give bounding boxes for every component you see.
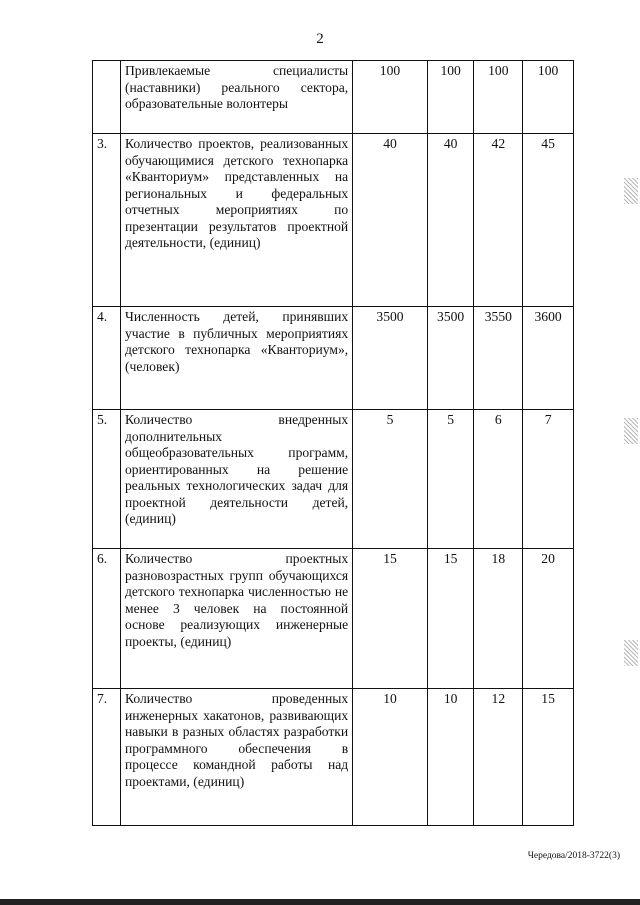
table-row (93, 689, 574, 826)
value-cell: 3500 (353, 307, 428, 410)
table-row (93, 549, 574, 689)
row-description: Привлекаемые специалисты (наставники) реального сектора, образовательные волонтеры (120, 61, 352, 134)
value-cell: 5 (427, 410, 474, 549)
value-cell: 3600 (523, 307, 574, 410)
value-cell: 100 (427, 61, 474, 134)
page-number: 2 (316, 31, 324, 47)
value-cell: 42 (474, 134, 523, 307)
row-number: 5. (93, 410, 121, 549)
row-number: 7. (93, 689, 121, 826)
row-description: Численность детей, принявших участие в публичных мероприятиях детского технопарка «Кванториум», (человек) (120, 307, 352, 410)
row-description: Количество внедренных дополнительных общеобразовательных программ, ориентированных на решение реальных технологических задач для проектной деятельности детей, (единиц) (120, 410, 352, 549)
value-cell: 20 (523, 549, 574, 689)
table-row (93, 410, 574, 549)
row-description: Количество проектных разновозрастных групп обучающихся детского технопарка численностью не менее 3 человек на постоянной основе реализующих инженерные проекты, (единиц) (120, 549, 352, 689)
value-cell: 15 (353, 549, 428, 689)
indicators-table (92, 60, 574, 826)
value-cell: 100 (353, 61, 428, 134)
scan-artifact (624, 178, 638, 204)
document-footer: Чередова/2018-3722(3) (527, 851, 620, 861)
value-cell: 3550 (474, 307, 523, 410)
row-description: Количество проведенных инженерных хакатонов, развивающих навыки в разных областях разработки программного обеспечения в процессе командной работы над проектами, (единиц) (120, 689, 352, 826)
value-cell: 10 (427, 689, 474, 826)
row-number (93, 61, 121, 134)
value-cell: 6 (474, 410, 523, 549)
table-row (93, 61, 574, 134)
value-cell: 15 (523, 689, 574, 826)
value-cell: 40 (427, 134, 474, 307)
value-cell: 100 (523, 61, 574, 134)
value-cell: 5 (353, 410, 428, 549)
value-cell: 7 (523, 410, 574, 549)
value-cell: 10 (353, 689, 428, 826)
value-cell: 12 (474, 689, 523, 826)
value-cell: 100 (474, 61, 523, 134)
value-cell: 18 (474, 549, 523, 689)
value-cell: 40 (353, 134, 428, 307)
scan-bottom-edge (0, 899, 640, 905)
scan-artifact (624, 640, 638, 666)
table-row (93, 307, 574, 410)
row-number: 6. (93, 549, 121, 689)
value-cell: 3500 (427, 307, 474, 410)
row-description: Количество проектов, реализованных обучающимися детского технопарка «Кванториум» представленных на региональных и федеральных отчетных мероприятиях по презентации результатов проектной деятельности, (единиц) (120, 134, 352, 307)
row-number: 3. (93, 134, 121, 307)
value-cell: 15 (427, 549, 474, 689)
row-number: 4. (93, 307, 121, 410)
scan-artifact (624, 418, 638, 444)
table-row (93, 134, 574, 307)
value-cell: 45 (523, 134, 574, 307)
